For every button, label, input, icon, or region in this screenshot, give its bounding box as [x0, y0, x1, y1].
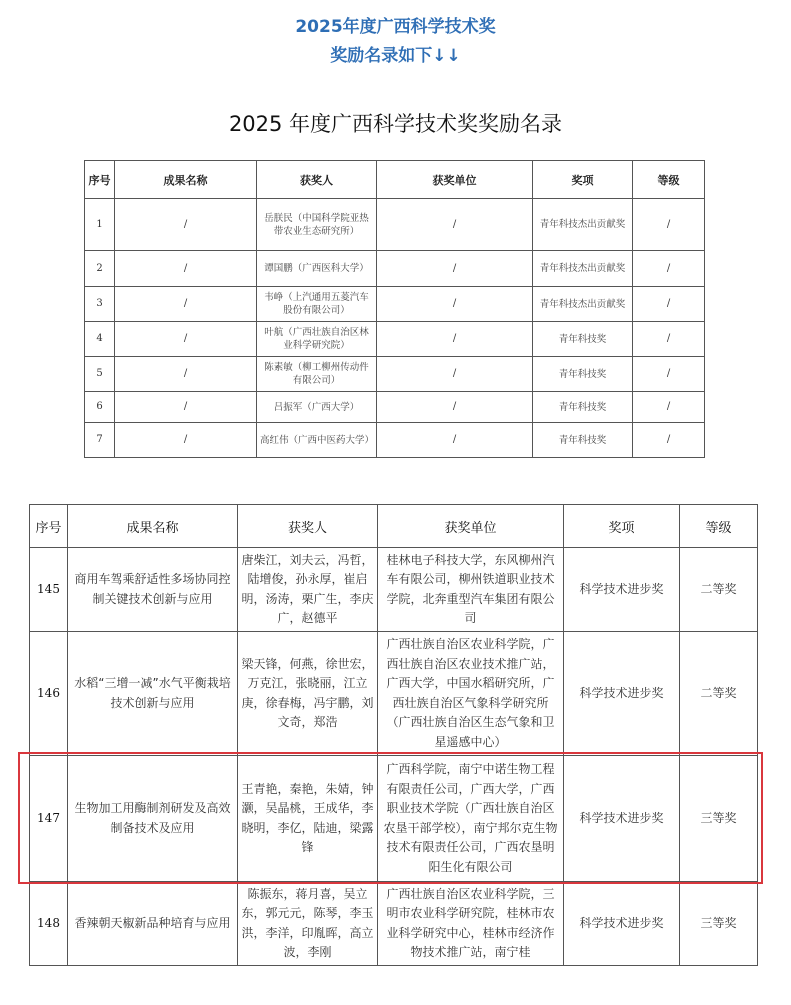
cell-award: 科学技术进步奖 — [564, 882, 680, 966]
cell-award: 青年科技杰出贡献奖 — [533, 251, 633, 287]
cell-no: 7 — [85, 423, 115, 458]
cell-unit: / — [377, 251, 533, 287]
cell-unit: / — [377, 322, 533, 357]
header-title: 2025年度广西科学技术奖 — [295, 17, 496, 37]
col-header-level: 等级 — [633, 161, 705, 199]
cell-award: 青年科技奖 — [533, 423, 633, 458]
cell-person: 谭国鹏（广西医科大学） — [257, 251, 377, 287]
col-header-person: 获奖人 — [238, 505, 378, 548]
cell-award: 青年科技杰出贡献奖 — [533, 287, 633, 322]
cell-no: 2 — [85, 251, 115, 287]
cell-level: / — [633, 423, 705, 458]
col-header-name: 成果名称 — [115, 161, 257, 199]
cell-unit: / — [377, 199, 533, 251]
cell-level: / — [633, 251, 705, 287]
cell-award: 科学技术进步奖 — [564, 756, 680, 882]
table-row — [30, 632, 758, 756]
cell-award: 科学技术进步奖 — [564, 632, 680, 756]
cell-unit: / — [377, 423, 533, 458]
cell-name: / — [115, 251, 257, 287]
cell-name: / — [115, 322, 257, 357]
cell-no: 147 — [30, 756, 68, 882]
cell-award: 青年科技奖 — [533, 357, 633, 392]
col-header-unit: 获奖单位 — [378, 505, 564, 548]
cell-name: 商用车驾乘舒适性多场协同控制关键技术创新与应用 — [68, 548, 238, 632]
cell-name: / — [115, 392, 257, 423]
table-row — [85, 251, 705, 287]
cell-name: / — [115, 287, 257, 322]
cell-name: 生物加工用酶制剂研发及高效制备技术及应用 — [68, 756, 238, 882]
cell-unit: / — [377, 287, 533, 322]
cell-person: 陈振东，蒋月喜，吴立东，郭元元，陈琴，李玉洪，李洋，印胤晖，高立波，李刚 — [238, 882, 378, 966]
cell-unit: / — [377, 392, 533, 423]
table-row — [85, 423, 705, 458]
cell-person: 韦峥（上汽通用五菱汽车股份有限公司） — [257, 287, 377, 322]
table-row — [30, 548, 758, 632]
cell-no: 148 — [30, 882, 68, 966]
table-row — [85, 322, 705, 357]
cell-name: / — [115, 357, 257, 392]
cell-level: / — [633, 392, 705, 423]
cell-level: / — [633, 322, 705, 357]
document-title: 2025 年度广西科学技术奖奖励名录 — [228, 112, 563, 136]
cell-no: 3 — [85, 287, 115, 322]
cell-name: 香辣朝天椒新品种培育与应用 — [68, 882, 238, 966]
table-header-row — [30, 505, 758, 548]
cell-unit: 广西科学院，南宁中诺生物工程有限责任公司，广西大学，广西职业技术学院（广西壮族自治区农垦干部学校），南宁邦尔克生物技术有限责任公司，广西农垦明阳生化有限公司 — [378, 756, 564, 882]
cell-person: 陈素敏（柳工柳州传动件有限公司） — [257, 357, 377, 392]
table-row — [85, 357, 705, 392]
cell-unit: 桂林电子科技大学，东风柳州汽车有限公司，柳州铁道职业技术学院，北奔重型汽车集团有限公司 — [378, 548, 564, 632]
cell-no: 146 — [30, 632, 68, 756]
cell-level: / — [633, 199, 705, 251]
cell-name: / — [115, 199, 257, 251]
cell-no: 1 — [85, 199, 115, 251]
col-header-name: 成果名称 — [68, 505, 238, 548]
table-row — [30, 882, 758, 966]
cell-level: 二等奖 — [680, 632, 758, 756]
cell-award: 青年科技奖 — [533, 392, 633, 423]
cell-person: 叶航（广西壮族自治区林业科学研究院） — [257, 322, 377, 357]
col-header-no: 序号 — [85, 161, 115, 199]
col-header-no: 序号 — [30, 505, 68, 548]
table-row — [85, 287, 705, 322]
highlight-box — [18, 752, 763, 884]
header-subtitle: 奖励名录如下↓↓ — [330, 46, 461, 66]
cell-unit: 广西壮族自治区农业科学院，三明市农业科学研究院，桂林市农业科学研究中心，桂林市经济作物技术推广站，南宁桂 — [378, 882, 564, 966]
table-row — [85, 199, 705, 251]
cell-person: 梁天锋，何燕，徐世宏，万克江，张晓丽，江立庚，徐春梅，冯宇鹏，刘文奇，郑浩 — [238, 632, 378, 756]
cell-name: / — [115, 423, 257, 458]
cell-unit: 广西壮族自治区农业科学院，广西壮族自治区农业技术推广站，广西大学，中国水稻研究所，广西壮族自治区气象科学研究所（广西壮族自治区生态气象和卫星遥感中心） — [378, 632, 564, 756]
cell-level: / — [633, 287, 705, 322]
cell-level: 三等奖 — [680, 756, 758, 882]
cell-person: 吕振军（广西大学） — [257, 392, 377, 423]
col-header-level: 等级 — [680, 505, 758, 548]
award-table-progress — [29, 504, 758, 966]
cell-level: 三等奖 — [680, 882, 758, 966]
col-header-person: 获奖人 — [257, 161, 377, 199]
col-header-award: 奖项 — [533, 161, 633, 199]
table-row — [85, 392, 705, 423]
cell-person: 高红伟（广西中医药大学） — [257, 423, 377, 458]
cell-person: 王青艳，秦艳，朱婧，钟灏，吴晶桃，王成华，李晓明，李亿，陆迪，梁露锋 — [238, 756, 378, 882]
cell-no: 145 — [30, 548, 68, 632]
cell-award: 青年科技奖 — [533, 322, 633, 357]
cell-no: 6 — [85, 392, 115, 423]
award-table-youth — [84, 160, 705, 458]
cell-level: / — [633, 357, 705, 392]
cell-no: 5 — [85, 357, 115, 392]
table-header-row — [85, 161, 705, 199]
cell-unit: / — [377, 357, 533, 392]
col-header-unit: 获奖单位 — [377, 161, 533, 199]
cell-award: 科学技术进步奖 — [564, 548, 680, 632]
cell-person: 岳朕民（中国科学院亚热带农业生态研究所） — [257, 199, 377, 251]
cell-person: 唐柴江，刘夫云，冯哲，陆增俊，孙永厚，崔启明，汤涛，栗广生，李庆广，赵德平 — [238, 548, 378, 632]
col-header-award: 奖项 — [564, 505, 680, 548]
cell-name: 水稻“三增一减”水气平衡栽培技术创新与应用 — [68, 632, 238, 756]
cell-no: 4 — [85, 322, 115, 357]
cell-award: 青年科技杰出贡献奖 — [533, 199, 633, 251]
cell-level: 二等奖 — [680, 548, 758, 632]
